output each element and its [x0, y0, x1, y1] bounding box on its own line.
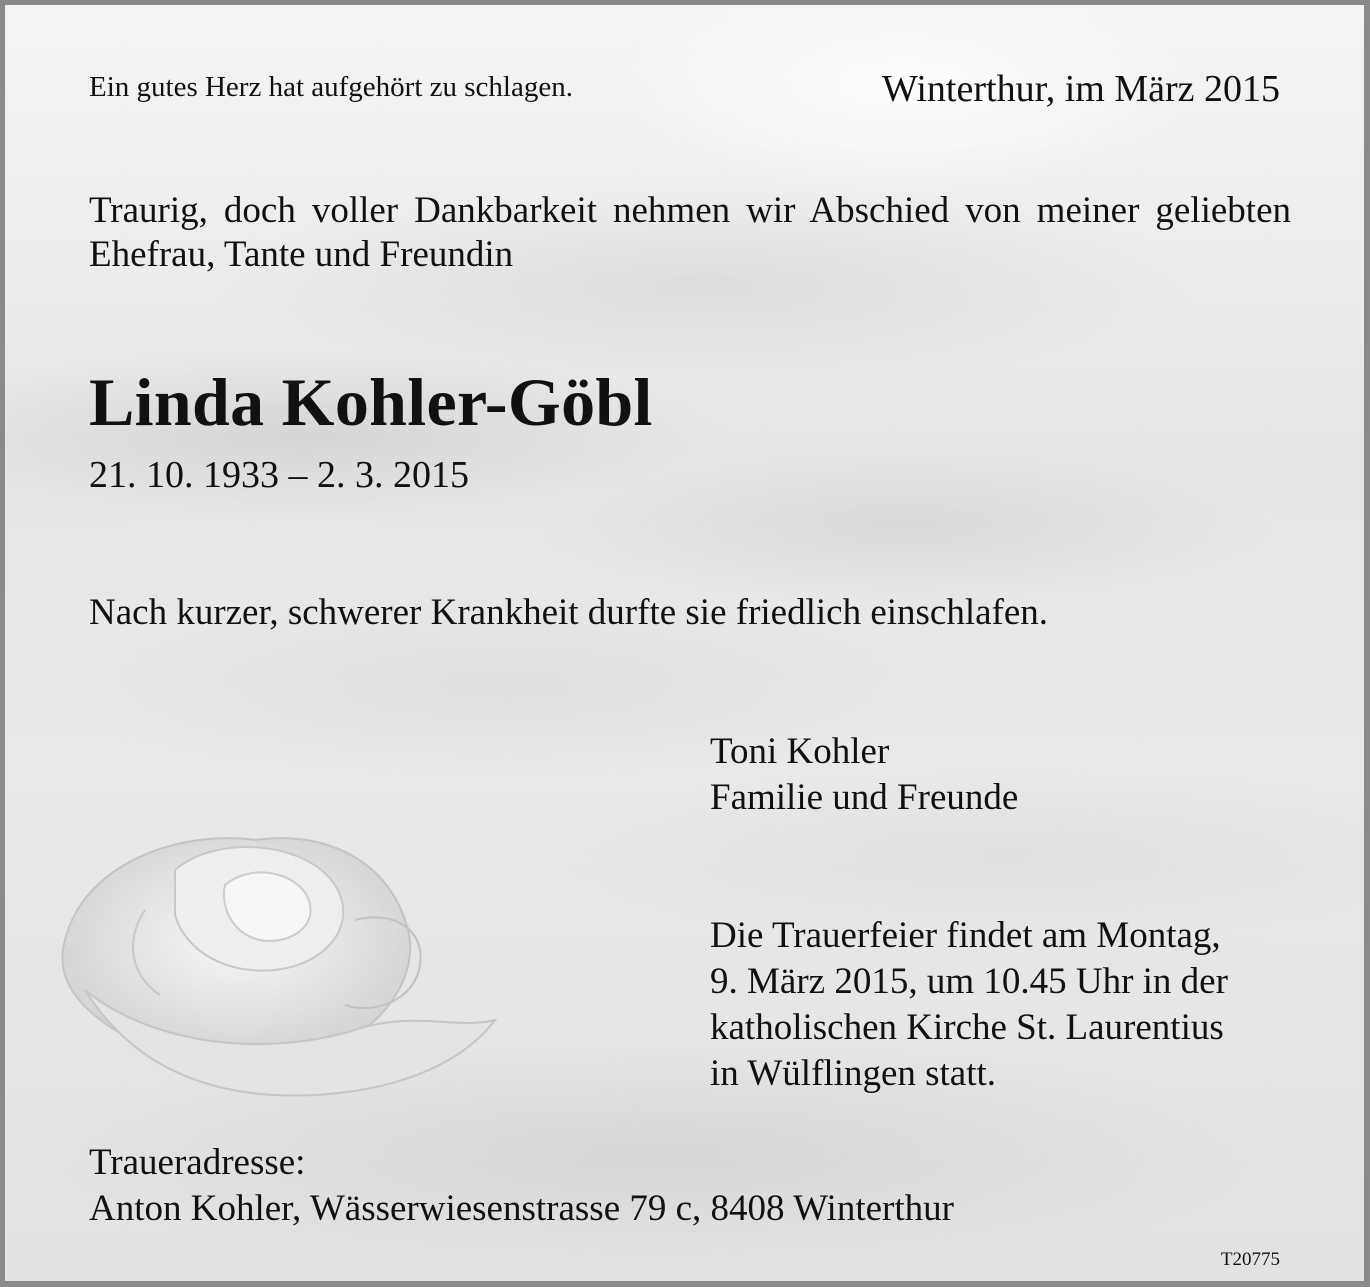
reference-code: T20775 — [1220, 1249, 1280, 1270]
mourner-line: Toni Kohler — [710, 731, 890, 772]
intro-paragraph: Traurig, doch voller Dankbarkeit nehmen wir Abschied von meiner geliebten Ehefrau, Tante und Freundin — [89, 190, 1291, 275]
deceased-name: Linda Kohler-Göbl — [89, 364, 653, 440]
mourners-block — [710, 729, 1018, 821]
address-value: Anton Kohler, Wässerwiesenstrasse 79 c, 8408 Winterthur — [89, 1188, 954, 1229]
place-date-text: Winterthur, im März 2015 — [882, 68, 1280, 110]
ceremony-line: 9. März 2015, um 10.45 Uhr in der — [710, 961, 1228, 1002]
ceremony-line: katholischen Kirche St. Laurentius — [710, 1007, 1224, 1048]
rose-image — [25, 800, 545, 1120]
ceremony-line: in Wülflingen statt. — [710, 1053, 997, 1094]
address-label: Traueradresse: — [89, 1142, 306, 1183]
life-dates: 21. 10. 1933 – 2. 3. 2015 — [89, 454, 469, 496]
address-block — [89, 1140, 954, 1232]
motto-text: Ein gutes Herz hat aufgehört zu schlagen. — [89, 71, 573, 103]
illness-note: Nach kurzer, schwerer Krankheit durfte sie friedlich einschlafen. — [89, 592, 1049, 633]
mourner-line: Familie und Freunde — [710, 777, 1019, 818]
ceremony-block — [710, 913, 1228, 1097]
ceremony-line: Die Trauerfeier findet am Montag, — [710, 915, 1221, 956]
